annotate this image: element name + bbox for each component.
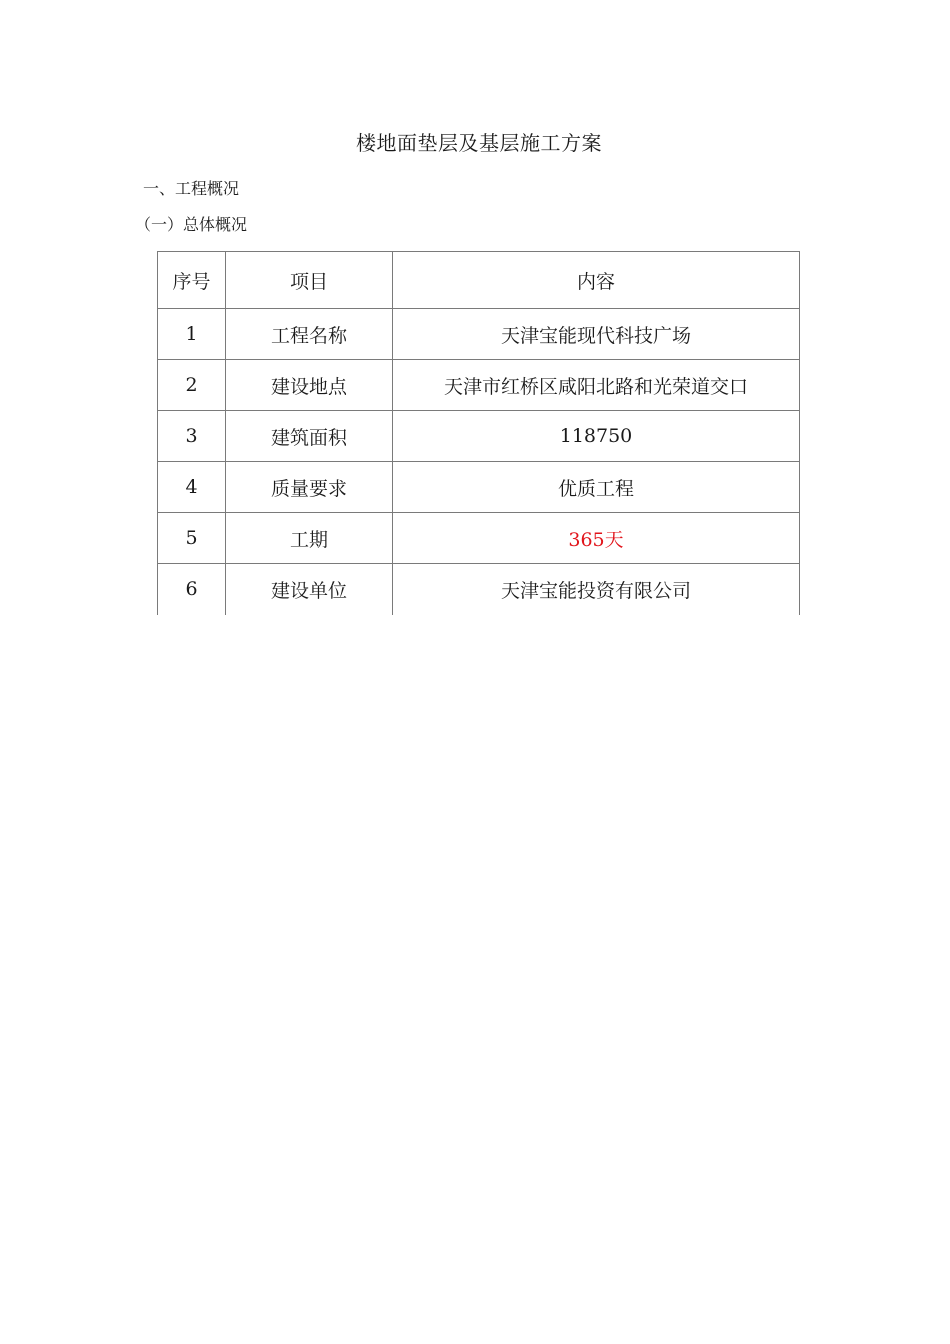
- row-no: 2: [158, 360, 226, 411]
- row-content: 天津宝能投资有限公司: [393, 564, 800, 615]
- table-header-row: [158, 252, 800, 309]
- table-row: [158, 462, 800, 513]
- row-no: 6: [158, 564, 226, 615]
- header-no: 序号: [158, 252, 226, 309]
- row-item: 工期: [226, 513, 393, 564]
- row-no: 5: [158, 513, 226, 564]
- row-no: 3: [158, 411, 226, 462]
- row-item: 建筑面积: [226, 411, 393, 462]
- row-content: 优质工程: [393, 462, 800, 513]
- row-content: 天津市红桥区咸阳北路和光荣道交口: [393, 360, 800, 411]
- document-title: 楼地面垫层及基层施工方案: [356, 131, 602, 155]
- table-row: [158, 513, 800, 564]
- row-content: 天津宝能现代科技广场: [393, 309, 800, 360]
- row-item: 建设地点: [226, 360, 393, 411]
- row-item: 工程名称: [226, 309, 393, 360]
- subsection-heading: （一）总体概况: [135, 215, 248, 234]
- row-no: 4: [158, 462, 226, 513]
- section-heading: 一、工程概况: [143, 179, 240, 198]
- table-row: [158, 411, 800, 462]
- table-row: [158, 564, 800, 615]
- project-overview-table: [157, 251, 800, 615]
- row-content-duration: 365天: [393, 513, 800, 564]
- row-content: 118750: [393, 411, 800, 462]
- row-item: 建设单位: [226, 564, 393, 615]
- header-content: 内容: [393, 252, 800, 309]
- table-row: [158, 360, 800, 411]
- table-row: [158, 309, 800, 360]
- row-no: 1: [158, 309, 226, 360]
- header-item: 项目: [226, 252, 393, 309]
- row-item: 质量要求: [226, 462, 393, 513]
